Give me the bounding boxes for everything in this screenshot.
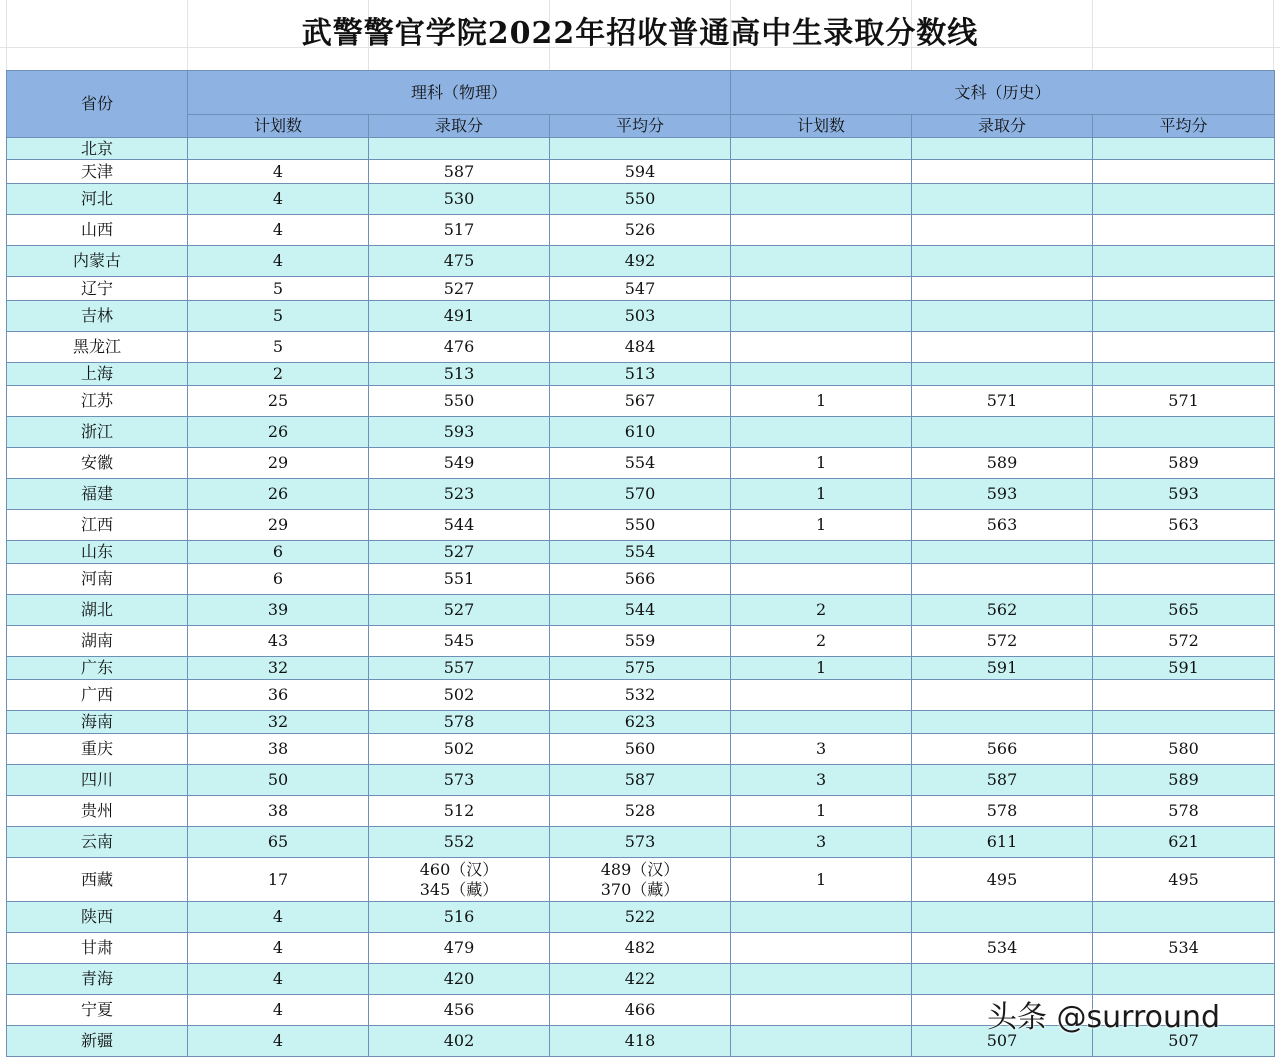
science-admission-header: 录取分 <box>369 115 550 138</box>
arts-plan-cell <box>731 933 912 964</box>
science-average-cell: 560 <box>550 734 731 765</box>
table-row <box>7 827 1275 858</box>
arts-admission-cell: 566 <box>912 734 1093 765</box>
arts-average-cell <box>1093 564 1275 595</box>
science-average-cell: 532 <box>550 680 731 711</box>
province-cell: 山西 <box>7 215 188 246</box>
table-row <box>7 933 1275 964</box>
science-admission-cell: 491 <box>369 301 550 332</box>
science-average-cell: 484 <box>550 332 731 363</box>
science-average-cell: 513 <box>550 363 731 386</box>
arts-average-cell <box>1093 301 1275 332</box>
arts-average-cell: 495 <box>1093 858 1275 902</box>
arts-plan-cell <box>731 902 912 933</box>
arts-admission-cell <box>912 417 1093 448</box>
table-row <box>7 332 1275 363</box>
science-average-cell: 566 <box>550 564 731 595</box>
arts-average-cell: 565 <box>1093 595 1275 626</box>
province-cell: 陕西 <box>7 902 188 933</box>
cell-line: 370（藏） <box>600 879 680 899</box>
science-plan-cell: 4 <box>188 215 369 246</box>
admission-score-table <box>6 70 1275 1057</box>
science-average-cell: 466 <box>550 995 731 1026</box>
arts-plan-cell: 1 <box>731 858 912 902</box>
table-row <box>7 138 1275 160</box>
science-plan-cell: 5 <box>188 277 369 301</box>
science-average-cell: 567 <box>550 386 731 417</box>
science-admission-cell: 549 <box>369 448 550 479</box>
province-cell: 天津 <box>7 160 188 184</box>
arts-plan-cell: 3 <box>731 734 912 765</box>
table-row <box>7 796 1275 827</box>
arts-average-cell <box>1093 160 1275 184</box>
science-admission-cell <box>369 138 550 160</box>
province-cell: 湖南 <box>7 626 188 657</box>
arts-plan-cell: 1 <box>731 657 912 680</box>
arts-average-cell: 621 <box>1093 827 1275 858</box>
arts-plan-cell: 1 <box>731 510 912 541</box>
science-admission-cell: 512 <box>369 796 550 827</box>
province-cell: 山东 <box>7 541 188 564</box>
arts-average-cell <box>1093 363 1275 386</box>
science-average-cell: 559 <box>550 626 731 657</box>
arts-admission-cell <box>912 301 1093 332</box>
science-admission-cell: 516 <box>369 902 550 933</box>
arts-admission-cell <box>912 184 1093 215</box>
arts-average-cell: 571 <box>1093 386 1275 417</box>
table-row <box>7 964 1275 995</box>
arts-admission-cell <box>912 680 1093 711</box>
arts-plan-cell <box>731 964 912 995</box>
arts-admission-cell <box>912 246 1093 277</box>
arts-admission-cell: 591 <box>912 657 1093 680</box>
province-cell: 上海 <box>7 363 188 386</box>
science-admission-cell: 517 <box>369 215 550 246</box>
arts-plan-cell <box>731 160 912 184</box>
arts-average-cell <box>1093 332 1275 363</box>
arts-admission-cell <box>912 902 1093 933</box>
science-plan-cell <box>188 138 369 160</box>
arts-plan-cell <box>731 184 912 215</box>
arts-plan-cell <box>731 711 912 734</box>
science-admission-cell: 475 <box>369 246 550 277</box>
science-admission-cell: 523 <box>369 479 550 510</box>
arts-average-cell: 591 <box>1093 657 1275 680</box>
arts-average-cell <box>1093 246 1275 277</box>
science-plan-cell: 5 <box>188 301 369 332</box>
science-plan-cell: 6 <box>188 541 369 564</box>
table-row <box>7 386 1275 417</box>
science-average-cell: 623 <box>550 711 731 734</box>
arts-average-cell: 589 <box>1093 448 1275 479</box>
science-average-cell: 528 <box>550 796 731 827</box>
province-cell: 四川 <box>7 765 188 796</box>
science-plan-cell: 4 <box>188 246 369 277</box>
province-cell: 西藏 <box>7 858 188 902</box>
science-plan-cell: 17 <box>188 858 369 902</box>
arts-plan-cell <box>731 246 912 277</box>
science-group-header: 理科（物理） <box>188 71 731 115</box>
arts-admission-cell: 495 <box>912 858 1093 902</box>
arts-average-cell <box>1093 277 1275 301</box>
science-plan-cell: 6 <box>188 564 369 595</box>
science-admission-cell: 527 <box>369 277 550 301</box>
science-plan-header: 计划数 <box>188 115 369 138</box>
science-average-cell: 573 <box>550 827 731 858</box>
arts-average-cell: 593 <box>1093 479 1275 510</box>
province-cell: 江西 <box>7 510 188 541</box>
page-title: 武警警官学院2022年招收普通高中生录取分数线 <box>301 16 979 51</box>
science-plan-cell: 38 <box>188 734 369 765</box>
arts-plan-cell <box>731 138 912 160</box>
science-average-cell: 554 <box>550 448 731 479</box>
arts-average-cell: 580 <box>1093 734 1275 765</box>
arts-average-cell: 578 <box>1093 796 1275 827</box>
arts-average-header: 平均分 <box>1093 115 1275 138</box>
science-plan-cell: 50 <box>188 765 369 796</box>
arts-admission-cell: 563 <box>912 510 1093 541</box>
arts-average-cell <box>1093 902 1275 933</box>
province-cell: 宁夏 <box>7 995 188 1026</box>
science-plan-cell: 5 <box>188 332 369 363</box>
table-row <box>7 657 1275 680</box>
cell-line: 345（藏） <box>419 879 499 899</box>
science-average-cell: 610 <box>550 417 731 448</box>
science-admission-cell: 593 <box>369 417 550 448</box>
arts-average-cell <box>1093 680 1275 711</box>
arts-average-cell: 507 <box>1093 1026 1275 1057</box>
arts-plan-cell: 3 <box>731 765 912 796</box>
table-row <box>7 363 1275 386</box>
arts-admission-cell <box>912 160 1093 184</box>
arts-admission-cell: 562 <box>912 595 1093 626</box>
arts-average-cell: 589 <box>1093 765 1275 796</box>
province-cell: 贵州 <box>7 796 188 827</box>
arts-average-cell: 572 <box>1093 626 1275 657</box>
arts-plan-cell <box>731 301 912 332</box>
science-plan-cell: 65 <box>188 827 369 858</box>
arts-admission-cell: 578 <box>912 796 1093 827</box>
science-admission-cell: 527 <box>369 541 550 564</box>
science-plan-cell: 4 <box>188 160 369 184</box>
table-row <box>7 858 1275 902</box>
science-plan-cell: 25 <box>188 386 369 417</box>
table-row <box>7 160 1275 184</box>
science-average-cell: 570 <box>550 479 731 510</box>
arts-admission-cell <box>912 138 1093 160</box>
science-admission-cell <box>369 858 550 902</box>
arts-average-cell <box>1093 184 1275 215</box>
table-body <box>7 138 1275 1057</box>
science-admission-cell: 513 <box>369 363 550 386</box>
science-admission-cell: 502 <box>369 680 550 711</box>
arts-admission-cell: 534 <box>912 933 1093 964</box>
table-row <box>7 902 1275 933</box>
province-cell: 新疆 <box>7 1026 188 1057</box>
table-row <box>7 417 1275 448</box>
science-plan-cell: 32 <box>188 657 369 680</box>
province-cell: 浙江 <box>7 417 188 448</box>
science-average-cell <box>550 138 731 160</box>
science-admission-cell: 551 <box>369 564 550 595</box>
table-row <box>7 711 1275 734</box>
arts-plan-cell <box>731 995 912 1026</box>
arts-plan-cell: 2 <box>731 595 912 626</box>
table-row <box>7 734 1275 765</box>
table-row <box>7 595 1275 626</box>
arts-admission-cell: 572 <box>912 626 1093 657</box>
science-average-cell: 594 <box>550 160 731 184</box>
science-average-cell: 482 <box>550 933 731 964</box>
province-cell: 江苏 <box>7 386 188 417</box>
science-plan-cell: 29 <box>188 448 369 479</box>
province-cell: 安徽 <box>7 448 188 479</box>
arts-plan-cell <box>731 680 912 711</box>
arts-plan-cell: 1 <box>731 479 912 510</box>
table-row <box>7 215 1275 246</box>
arts-plan-cell <box>731 417 912 448</box>
science-plan-cell: 4 <box>188 964 369 995</box>
science-admission-cell: 479 <box>369 933 550 964</box>
science-plan-cell: 38 <box>188 796 369 827</box>
science-admission-cell: 456 <box>369 995 550 1026</box>
province-cell: 内蒙古 <box>7 246 188 277</box>
science-average-cell: 575 <box>550 657 731 680</box>
science-plan-cell: 4 <box>188 902 369 933</box>
table-row <box>7 301 1275 332</box>
table-row <box>7 184 1275 215</box>
arts-plan-cell <box>731 564 912 595</box>
table-row <box>7 246 1275 277</box>
arts-admission-header: 录取分 <box>912 115 1093 138</box>
science-plan-cell: 29 <box>188 510 369 541</box>
table-row <box>7 564 1275 595</box>
science-average-cell: 522 <box>550 902 731 933</box>
science-plan-cell: 26 <box>188 479 369 510</box>
arts-plan-cell: 2 <box>731 626 912 657</box>
cell-line: 460（汉） <box>419 859 499 879</box>
science-plan-cell: 26 <box>188 417 369 448</box>
table-row <box>7 277 1275 301</box>
province-cell: 辽宁 <box>7 277 188 301</box>
arts-admission-cell: 611 <box>912 827 1093 858</box>
arts-average-cell <box>1093 541 1275 564</box>
arts-admission-cell <box>912 711 1093 734</box>
table-row <box>7 626 1275 657</box>
science-plan-cell: 39 <box>188 595 369 626</box>
science-plan-cell: 43 <box>188 626 369 657</box>
science-average-cell: 550 <box>550 510 731 541</box>
science-admission-cell: 527 <box>369 595 550 626</box>
province-cell: 广东 <box>7 657 188 680</box>
science-admission-cell: 476 <box>369 332 550 363</box>
province-cell: 河北 <box>7 184 188 215</box>
science-average-cell: 587 <box>550 765 731 796</box>
province-cell: 重庆 <box>7 734 188 765</box>
science-average-cell: 503 <box>550 301 731 332</box>
arts-admission-cell: 589 <box>912 448 1093 479</box>
province-cell: 黑龙江 <box>7 332 188 363</box>
science-average-header: 平均分 <box>550 115 731 138</box>
science-average-cell: 418 <box>550 1026 731 1057</box>
science-plan-cell: 4 <box>188 184 369 215</box>
arts-plan-cell: 1 <box>731 796 912 827</box>
cell-line: 489（汉） <box>600 859 680 879</box>
province-cell: 海南 <box>7 711 188 734</box>
science-average-cell: 544 <box>550 595 731 626</box>
science-admission-cell: 552 <box>369 827 550 858</box>
arts-admission-cell <box>912 363 1093 386</box>
province-cell: 吉林 <box>7 301 188 332</box>
province-cell: 甘肃 <box>7 933 188 964</box>
table-row <box>7 510 1275 541</box>
arts-average-cell: 563 <box>1093 510 1275 541</box>
arts-plan-cell: 1 <box>731 386 912 417</box>
province-cell: 湖北 <box>7 595 188 626</box>
science-plan-cell: 4 <box>188 933 369 964</box>
science-average-cell: 422 <box>550 964 731 995</box>
science-average-cell: 547 <box>550 277 731 301</box>
science-admission-cell: 544 <box>369 510 550 541</box>
province-cell: 青海 <box>7 964 188 995</box>
arts-plan-cell: 1 <box>731 448 912 479</box>
arts-plan-cell: 3 <box>731 827 912 858</box>
arts-average-cell <box>1093 138 1275 160</box>
science-admission-cell: 420 <box>369 964 550 995</box>
province-cell: 福建 <box>7 479 188 510</box>
arts-admission-cell <box>912 541 1093 564</box>
arts-admission-cell: 587 <box>912 765 1093 796</box>
science-admission-cell: 502 <box>369 734 550 765</box>
arts-plan-cell <box>731 1026 912 1057</box>
arts-admission-cell <box>912 564 1093 595</box>
province-header: 省份 <box>7 71 188 138</box>
science-plan-cell: 4 <box>188 1026 369 1057</box>
arts-admission-cell: 593 <box>912 479 1093 510</box>
science-plan-cell: 36 <box>188 680 369 711</box>
science-admission-cell: 402 <box>369 1026 550 1057</box>
table-row <box>7 479 1275 510</box>
science-average-cell: 554 <box>550 541 731 564</box>
science-average-cell: 526 <box>550 215 731 246</box>
science-admission-cell: 573 <box>369 765 550 796</box>
province-cell: 河南 <box>7 564 188 595</box>
province-cell: 广西 <box>7 680 188 711</box>
table-row <box>7 448 1275 479</box>
province-cell: 北京 <box>7 138 188 160</box>
arts-admission-cell: 571 <box>912 386 1093 417</box>
arts-admission-cell <box>912 277 1093 301</box>
arts-average-cell <box>1093 215 1275 246</box>
arts-plan-header: 计划数 <box>731 115 912 138</box>
arts-group-header: 文科（历史） <box>731 71 1275 115</box>
table-row <box>7 541 1275 564</box>
science-plan-cell: 2 <box>188 363 369 386</box>
science-admission-cell: 587 <box>369 160 550 184</box>
science-admission-cell: 550 <box>369 386 550 417</box>
arts-plan-cell <box>731 215 912 246</box>
science-average-cell: 550 <box>550 184 731 215</box>
science-average-cell: 492 <box>550 246 731 277</box>
province-cell: 云南 <box>7 827 188 858</box>
arts-average-cell: 534 <box>1093 933 1275 964</box>
arts-average-cell <box>1093 964 1275 995</box>
arts-plan-cell <box>731 541 912 564</box>
arts-plan-cell <box>731 332 912 363</box>
table-row <box>7 765 1275 796</box>
science-plan-cell: 4 <box>188 995 369 1026</box>
arts-admission-cell: 507 <box>912 1026 1093 1057</box>
science-plan-cell: 32 <box>188 711 369 734</box>
arts-plan-cell <box>731 277 912 301</box>
arts-admission-cell <box>912 964 1093 995</box>
science-admission-cell: 557 <box>369 657 550 680</box>
science-admission-cell: 545 <box>369 626 550 657</box>
science-admission-cell: 530 <box>369 184 550 215</box>
arts-admission-cell <box>912 332 1093 363</box>
science-admission-cell: 578 <box>369 711 550 734</box>
table-row <box>7 680 1275 711</box>
arts-average-cell <box>1093 711 1275 734</box>
arts-admission-cell <box>912 215 1093 246</box>
science-average-cell <box>550 858 731 902</box>
arts-plan-cell <box>731 363 912 386</box>
arts-average-cell <box>1093 417 1275 448</box>
watermark: 头条 @surround <box>987 1000 1221 1035</box>
